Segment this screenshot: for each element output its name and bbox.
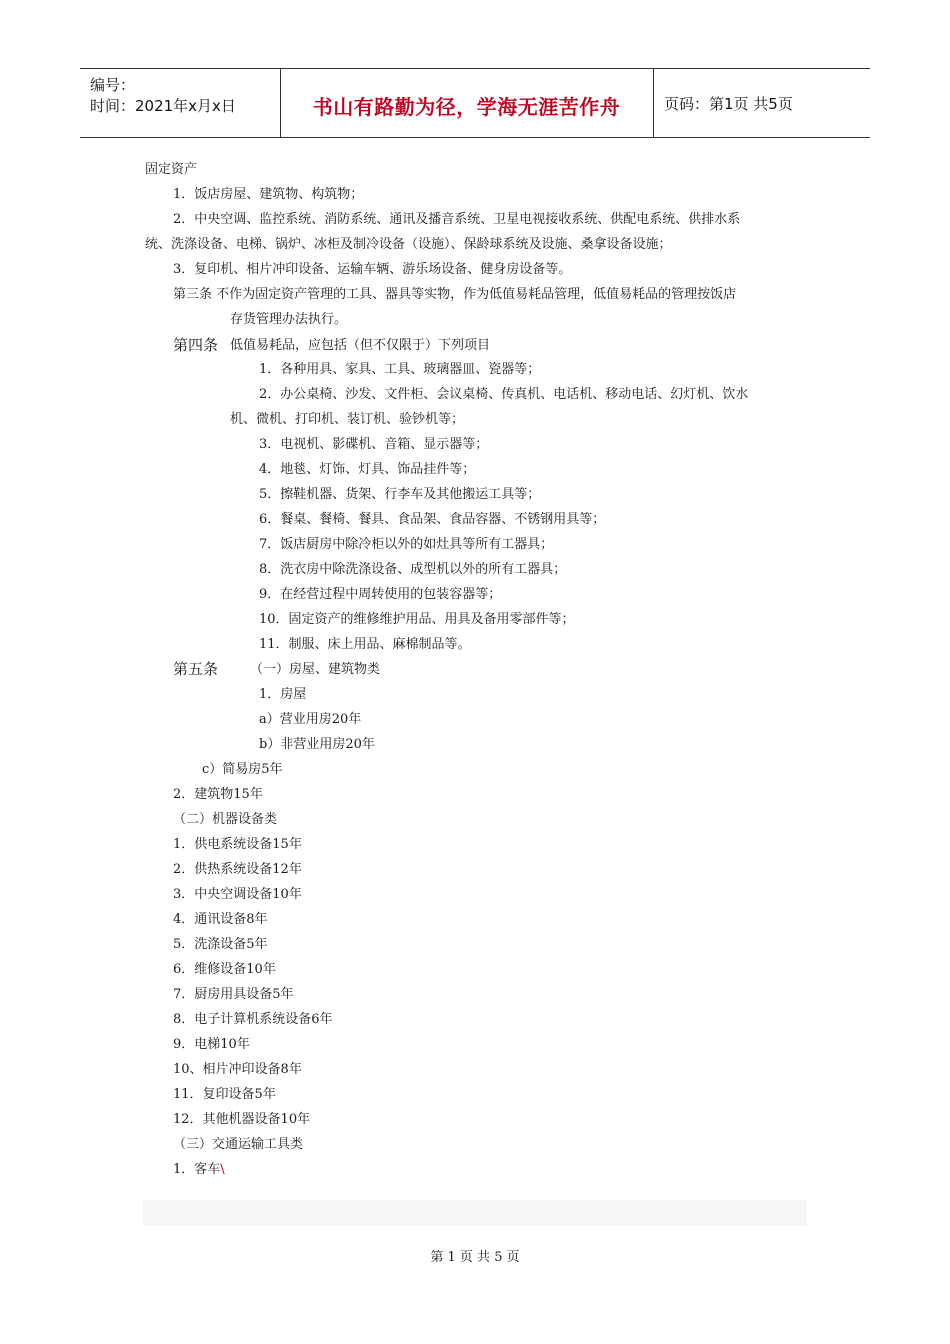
list-item: 7．厨房用具设备5年 (173, 987, 294, 1002)
list-item: 4．地毯、灯饰、灯具、饰品挂件等； (259, 462, 476, 477)
list-item: 6．餐桌、餐椅、餐具、食品架、食品容器、不锈钢用具等； (259, 512, 606, 527)
article-four-text: 低值易耗品，应包括（但不仅限于）下列项目 (230, 338, 491, 353)
list-item: 5．洗涤设备5年 (173, 937, 268, 952)
header-right-cell (654, 69, 870, 137)
article-four-label: 第四条 (173, 336, 219, 354)
list-item-continued: 机、微机、打印机、装订机、验钞机等； (230, 412, 465, 427)
article-five-label: 第五条 (173, 660, 219, 678)
list-item: c）简易房5年 (202, 762, 283, 777)
list-item-text: 1．客车 (173, 1162, 221, 1177)
list-item: 11．复印设备5年 (173, 1087, 276, 1102)
header-left-cell (80, 69, 281, 137)
list-item: 1．各种用具、家具、工具、玻璃器皿、瓷器等； (259, 362, 541, 377)
list-item: 4．通讯设备8年 (173, 912, 268, 927)
body-line: 存货管理办法执行。 (230, 312, 348, 327)
list-item: 2．办公桌椅、沙发、文件柜、会议桌椅、传真机、电话机、移动电话、幻灯机、饮水 (259, 387, 749, 402)
list-item: 1．供电系统设备15年 (173, 837, 302, 852)
list-item: 9．电梯10年 (173, 1037, 250, 1052)
page-footer: 第 1 页 共 5 页 (430, 1250, 520, 1265)
list-item: 7．饭店厨房中除冷柜以外的如灶具等所有工器具； (259, 537, 554, 552)
document-number-label: 编号： (90, 76, 136, 94)
list-item: 1．房屋 (259, 687, 307, 702)
list-item: b）非营业用房20年 (259, 737, 375, 752)
category-heading: （二）机器设备类 (173, 812, 278, 827)
list-item: 2．供热系统设备12年 (173, 862, 302, 877)
document-time-label: 时间：2021年x月x日 (90, 97, 236, 115)
header-motto: 书山有路勤为径，学海无涯苦作舟 (312, 95, 621, 119)
header-page-info: 页码：第1页 共5页 (664, 95, 793, 113)
body-line: 3．复印机、相片冲印设备、运输车辆、游乐场设备、健身房设备等。 (173, 262, 572, 277)
stray-backslash-mark: \ (220, 1162, 225, 1177)
body-line: 2．中央空调、监控系统、消防系统、通讯及播音系统、卫星电视接收系统、供配电系统、供排水系 (173, 212, 741, 227)
section-heading-fixed-assets: 固定资产 (145, 162, 198, 177)
list-item: 10．固定资产的维修维护用品、用具及备用零部件等； (259, 612, 575, 627)
list-item (173, 1161, 225, 1179)
list-item: a）营业用房20年 (259, 712, 362, 727)
footer-shaded-band (143, 1200, 807, 1226)
list-item: 11．制服、床上用品、麻棉制品等。 (259, 637, 471, 652)
list-item: 3．中央空调设备10年 (173, 887, 302, 902)
category-heading: （三）交通运输工具类 (173, 1137, 304, 1152)
document-header (80, 68, 870, 138)
list-item: 8．洗衣房中除洗涤设备、成型机以外的所有工器具； (259, 562, 567, 577)
article-three: 第三条 不作为固定资产管理的工具、器具等实物，作为低值易耗品管理，低值易耗品的管理按饭店 (173, 287, 737, 302)
list-item: 2．建筑物15年 (173, 787, 263, 802)
body-line: 1．饭店房屋、建筑物、构筑物； (173, 187, 364, 202)
list-item: 3．电视机、影碟机、音箱、显示器等； (259, 437, 489, 452)
list-item: 9．在经营过程中周转使用的包装容器等； (259, 587, 502, 602)
list-item: 6．维修设备10年 (173, 962, 276, 977)
list-item: 10、相片冲印设备8年 (173, 1062, 302, 1077)
header-middle-cell (280, 69, 654, 137)
list-item: 8．电子计算机系统设备6年 (173, 1012, 333, 1027)
list-item: 5．擦鞋机器、货架、行李车及其他搬运工具等； (259, 487, 541, 502)
list-item: 12．其他机器设备10年 (173, 1112, 311, 1127)
body-line: 统、洗涤设备、电梯、锅炉、冰柜及制冷设备（设施）、保龄球系统及设施、桑拿设备设施； (145, 237, 672, 252)
category-heading: （一）房屋、建筑物类 (250, 662, 381, 677)
